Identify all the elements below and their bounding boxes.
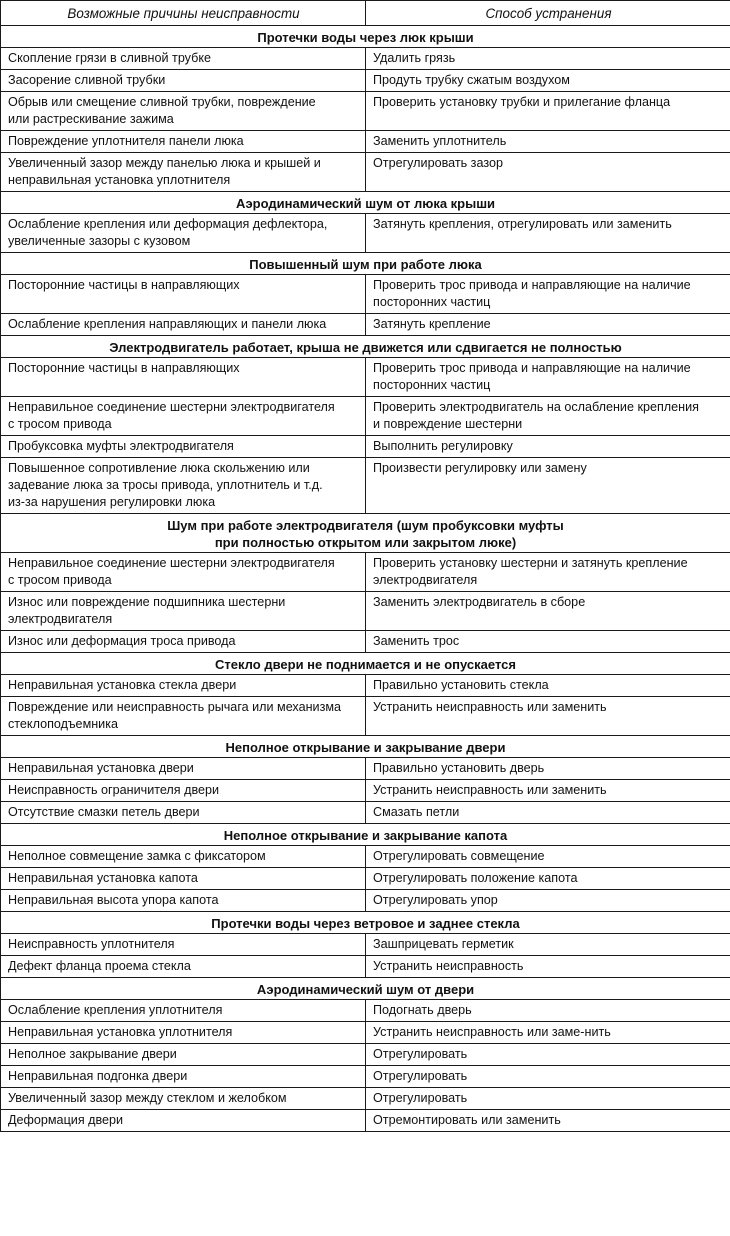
table-row	[1, 48, 730, 70]
remedy-cell: Отрегулировать	[366, 1066, 730, 1088]
header-cause: Возможные причины неисправности	[1, 1, 366, 26]
remedy-cell: Отрегулировать совмещение	[366, 846, 730, 868]
header-remedy: Способ устранения	[366, 1, 730, 26]
cause-cell: Посторонние частицы в направляющих	[1, 275, 366, 314]
cause-cell: Неправильная подгонка двери	[1, 1066, 366, 1088]
remedy-cell: Отрегулировать зазор	[366, 153, 730, 192]
table-row	[1, 70, 730, 92]
table-row	[1, 1022, 730, 1044]
table-row	[1, 890, 730, 912]
table-row	[1, 697, 730, 736]
section-title: Неполное открывание и закрывание капота	[1, 824, 730, 846]
table-row	[1, 458, 730, 514]
table-row	[1, 780, 730, 802]
remedy-cell: Зашприцевать герметик	[366, 934, 730, 956]
table-row	[1, 956, 730, 978]
cause-cell: Скопление грязи в сливной трубке	[1, 48, 366, 70]
remedy-cell: Заменить уплотнитель	[366, 131, 730, 153]
remedy-cell: Устранить неисправность	[366, 956, 730, 978]
table-row	[1, 934, 730, 956]
section-row	[1, 514, 730, 553]
table-row	[1, 1044, 730, 1066]
section-row	[1, 978, 730, 1000]
cause-cell: Неисправность ограничителя двери	[1, 780, 366, 802]
table-row	[1, 675, 730, 697]
table-row	[1, 275, 730, 314]
cause-cell: Отсутствие смазки петель двери	[1, 802, 366, 824]
cause-cell: Неполное закрывание двери	[1, 1044, 366, 1066]
cause-cell: Пробуксовка муфты электродвигателя	[1, 436, 366, 458]
cause-cell: Неправильная установка уплотнителя	[1, 1022, 366, 1044]
cause-cell: Обрыв или смещение сливной трубки, повреждение или растрескивание зажима	[1, 92, 366, 131]
cause-cell: Деформация двери	[1, 1110, 366, 1132]
section-row	[1, 26, 730, 48]
section-row	[1, 912, 730, 934]
remedy-cell: Проверить трос привода и направляющие на наличие посторонних частиц	[366, 275, 730, 314]
section-row	[1, 192, 730, 214]
remedy-cell: Выполнить регулировку	[366, 436, 730, 458]
cause-cell: Неправильная установка стекла двери	[1, 675, 366, 697]
cause-cell: Увеличенный зазор между стеклом и желобком	[1, 1088, 366, 1110]
remedy-cell: Отремонтировать или заменить	[366, 1110, 730, 1132]
remedy-cell: Затянуть крепление	[366, 314, 730, 336]
section-title: Электродвигатель работает, крыша не движется или сдвигается не полностью	[1, 336, 730, 358]
table-row	[1, 358, 730, 397]
cause-cell: Увеличенный зазор между панелью люка и крышей и неправильная установка уплотнителя	[1, 153, 366, 192]
table-row	[1, 1088, 730, 1110]
table-row	[1, 1110, 730, 1132]
table-row	[1, 846, 730, 868]
section-row	[1, 736, 730, 758]
cause-cell: Ослабление крепления или деформация дефлектора, увеличенные зазоры с кузовом	[1, 214, 366, 253]
remedy-cell: Проверить трос привода и направляющие на наличие посторонних частиц	[366, 358, 730, 397]
cause-cell: Неправильная установка двери	[1, 758, 366, 780]
section-row	[1, 336, 730, 358]
table-row	[1, 92, 730, 131]
remedy-cell: Проверить электродвигатель на ослабление крепления и повреждение шестерни	[366, 397, 730, 436]
table-row	[1, 758, 730, 780]
section-row	[1, 253, 730, 275]
table-row	[1, 868, 730, 890]
cause-cell: Повреждение или неисправность рычага или механизма стеклоподъемника	[1, 697, 366, 736]
remedy-cell: Смазать петли	[366, 802, 730, 824]
cause-cell: Неправильная высота упора капота	[1, 890, 366, 912]
table-body	[1, 26, 730, 1132]
cause-cell: Ослабление крепления направляющих и панели люка	[1, 314, 366, 336]
remedy-cell: Правильно установить стекла	[366, 675, 730, 697]
remedy-cell: Удалить грязь	[366, 48, 730, 70]
remedy-cell: Произвести регулировку или замену	[366, 458, 730, 514]
table-row	[1, 436, 730, 458]
remedy-cell: Отрегулировать	[366, 1088, 730, 1110]
table-row	[1, 214, 730, 253]
table-row	[1, 1000, 730, 1022]
section-row	[1, 824, 730, 846]
section-title: Стекло двери не поднимается и не опускается	[1, 653, 730, 675]
remedy-cell: Устранить неисправность или заменить	[366, 697, 730, 736]
section-title: Аэродинамический шум от люка крыши	[1, 192, 730, 214]
cause-cell: Повышенное сопротивление люка скольжению или задевание люка за тросы привода, уплотнитель и т.д. из-за нарушения регулировки люка	[1, 458, 366, 514]
cause-cell: Неправильное соединение шестерни электродвигателя с тросом привода	[1, 553, 366, 592]
remedy-cell: Устранить неисправность или заменить	[366, 780, 730, 802]
cause-cell: Неисправность уплотнителя	[1, 934, 366, 956]
section-title: Аэродинамический шум от двери	[1, 978, 730, 1000]
cause-cell: Засорение сливной трубки	[1, 70, 366, 92]
table-row	[1, 153, 730, 192]
remedy-cell: Продуть трубку сжатым воздухом	[366, 70, 730, 92]
section-title: Протечки воды через ветровое и заднее стекла	[1, 912, 730, 934]
section-title: Неполное открывание и закрывание двери	[1, 736, 730, 758]
cause-cell: Неправильная установка капота	[1, 868, 366, 890]
remedy-cell: Правильно установить дверь	[366, 758, 730, 780]
table-row	[1, 397, 730, 436]
remedy-cell: Отрегулировать упор	[366, 890, 730, 912]
cause-cell: Ослабление крепления уплотнителя	[1, 1000, 366, 1022]
remedy-cell: Отрегулировать положение капота	[366, 868, 730, 890]
remedy-cell: Проверить установку трубки и прилегание фланца	[366, 92, 730, 131]
cause-cell: Износ или деформация троса привода	[1, 631, 366, 653]
table-row	[1, 802, 730, 824]
remedy-cell: Затянуть крепления, отрегулировать или заменить	[366, 214, 730, 253]
section-title: Протечки воды через люк крыши	[1, 26, 730, 48]
remedy-cell: Подогнать дверь	[366, 1000, 730, 1022]
table-row	[1, 314, 730, 336]
remedy-cell: Устранить неисправность или заме-нить	[366, 1022, 730, 1044]
remedy-cell: Отрегулировать	[366, 1044, 730, 1066]
table-row	[1, 131, 730, 153]
section-row	[1, 653, 730, 675]
table-row	[1, 592, 730, 631]
table-row	[1, 1066, 730, 1088]
cause-cell: Посторонние частицы в направляющих	[1, 358, 366, 397]
cause-cell: Дефект фланца проема стекла	[1, 956, 366, 978]
remedy-cell: Заменить трос	[366, 631, 730, 653]
cause-cell: Неполное совмещение замка с фиксатором	[1, 846, 366, 868]
cause-cell: Повреждение уплотнителя панели люка	[1, 131, 366, 153]
section-title: Шум при работе электродвигателя (шум пробуксовки муфты при полностью открытом или закрытом люке)	[1, 514, 730, 553]
cause-cell: Неправильное соединение шестерни электродвигателя с тросом привода	[1, 397, 366, 436]
table-row	[1, 631, 730, 653]
remedy-cell: Заменить электродвигатель в сборе	[366, 592, 730, 631]
section-title: Повышенный шум при работе люка	[1, 253, 730, 275]
cause-cell: Износ или повреждение подшипника шестерни электродвигателя	[1, 592, 366, 631]
remedy-cell: Проверить установку шестерни и затянуть крепление электродвигателя	[366, 553, 730, 592]
table-row	[1, 553, 730, 592]
header-row	[1, 1, 730, 26]
